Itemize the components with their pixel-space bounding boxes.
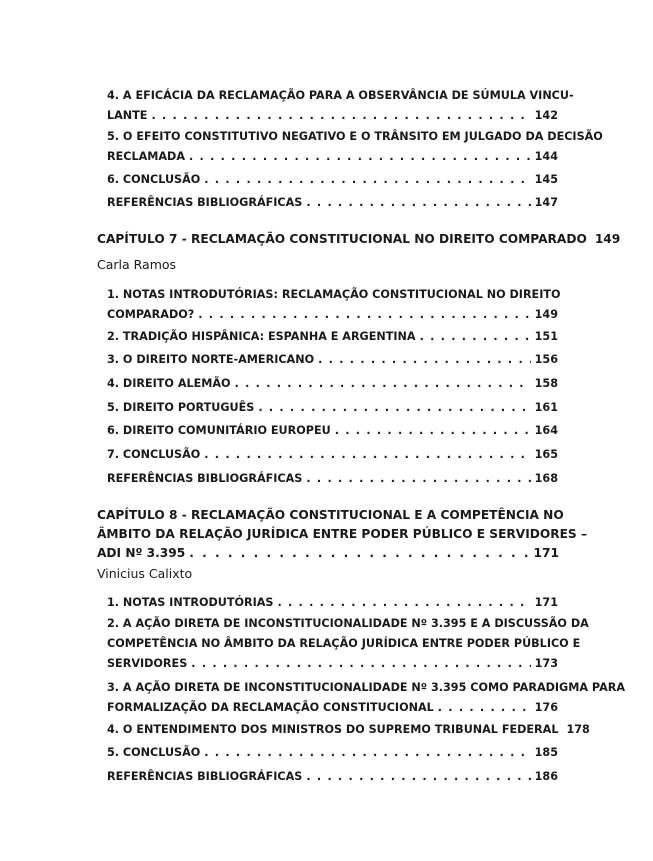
- toc-entry-text: 4. O ENTENDIMENTO DOS MINISTROS DO SUPREMO TRIBUNAL FEDERAL: [107, 723, 559, 736]
- toc-entry-text: 7. CONCLUSÃO: [107, 448, 201, 461]
- page-number: 151: [534, 330, 558, 343]
- page-number: 142: [534, 109, 558, 122]
- chapter-8-author: Vinicius Calixto: [97, 566, 193, 581]
- toc-entry-text: SERVIDORES: [107, 657, 188, 670]
- toc-entry-line: COMPETÊNCIA NO ÂMBITO DA RELAÇÃO JURÍDICA ENTRE PODER PÚBLICO E: [107, 637, 581, 650]
- toc-entry-text: 6. DIREITO COMUNITÁRIO EUROPEU: [107, 424, 331, 437]
- chapter-8-heading: [97, 506, 588, 563]
- toc-entry-5-efeito: [107, 127, 603, 167]
- toc-entry-c7-2: [107, 327, 558, 347]
- page-number: 147: [534, 196, 558, 209]
- chapter-title-line: CAPÍTULO 8 - RECLAMAÇÃO CONSTITUCIONAL E A COMPETÊNCIA NO: [97, 508, 564, 522]
- page-number: 164: [534, 424, 558, 437]
- page-number: 149: [534, 308, 558, 321]
- chapter-title-line: ÂMBITO DA RELAÇÃO JURÍDICA ENTRE PODER PÚBLICO E SERVIDORES –: [97, 527, 588, 541]
- page-number: 165: [534, 448, 558, 461]
- toc-entry-text: REFERÊNCIAS BIBLIOGRÁFICAS: [107, 196, 303, 209]
- chapter-title: ADI Nº 3.395: [97, 546, 186, 560]
- page-number: 168: [534, 472, 558, 485]
- toc-entry-text: COMPARADO?: [107, 308, 195, 321]
- toc-entry-text: 4. DIREITO ALEMÃO: [107, 377, 231, 390]
- toc-entry-c8-1: [107, 593, 558, 613]
- page-number: 156: [534, 353, 558, 366]
- toc-entry-line: 1. NOTAS INTRODUTÓRIAS: RECLAMAÇÃO CONSTITUCIONAL NO DIREITO: [107, 288, 561, 301]
- toc-entry-c7-6: [107, 421, 558, 441]
- chapter-7-heading: [97, 230, 621, 249]
- chapter-7-author: Carla Ramos: [97, 257, 177, 272]
- toc-entry-text: 1. NOTAS INTRODUTÓRIAS: [107, 596, 274, 609]
- toc-entry-c8-referencias: [107, 767, 558, 787]
- toc-entry-text: LANTE: [107, 109, 148, 122]
- chapter-title: CAPÍTULO 7 - RECLAMAÇÃO CONSTITUCIONAL NO DIREITO COMPARADO: [97, 232, 587, 246]
- page-number: 149: [594, 232, 621, 246]
- toc-entry-text: FORMALIZAÇÃO DA RECLAMAÇÃO CONSTITUCIONAL: [107, 701, 434, 714]
- toc-entry-c8-2: [107, 614, 589, 674]
- page-number: 176: [534, 701, 558, 714]
- toc-entry-c7-referencias: [107, 469, 558, 489]
- toc-entry-referencias: [107, 193, 558, 213]
- toc-entry-c7-4: [107, 374, 558, 394]
- page-number: 186: [534, 770, 558, 783]
- page-number: 144: [534, 150, 558, 163]
- toc-entry-c7-3: [107, 350, 558, 370]
- page-number: 161: [534, 401, 558, 414]
- page-number: 158: [534, 377, 558, 390]
- toc-entry-text: 5. CONCLUSÃO: [107, 746, 201, 759]
- page-number: 171: [533, 546, 559, 560]
- toc-entry-text: RECLAMADA: [107, 150, 185, 163]
- page-number: 173: [534, 657, 558, 670]
- toc-entry-c7-7: [107, 445, 558, 465]
- toc-entry-text: 6. CONCLUSÃO: [107, 173, 201, 186]
- toc-entry-c7-5: [107, 398, 558, 418]
- toc-entry-6-conclusao: [107, 170, 558, 190]
- page-number: 178: [566, 723, 590, 736]
- page-number: 185: [534, 746, 558, 759]
- toc-entry-line: 5. O EFEITO CONSTITUTIVO NEGATIVO E O TRÂNSITO EM JULGADO DA DECISÃO: [107, 130, 603, 143]
- toc-entry-text: 5. DIREITO PORTUGUÊS: [107, 401, 255, 414]
- toc-entry-text: 3. O DIREITO NORTE-AMERICANO: [107, 353, 315, 366]
- toc-entry-line: 2. A AÇÃO DIRETA DE INCONSTITUCIONALIDADE Nº 3.395 E A DISCUSSÃO DA: [107, 617, 589, 630]
- toc-entry-line: 4. A EFICÁCIA DA RECLAMAÇÃO PARA A OBSERVÂNCIA DE SÚMULA VINCU-: [107, 89, 574, 102]
- toc-entry-4-eficacia: [107, 86, 574, 126]
- toc-entry-text: REFERÊNCIAS BIBLIOGRÁFICAS: [107, 472, 303, 485]
- toc-entry-c8-4: [107, 720, 590, 740]
- toc-entry-c8-5: [107, 743, 558, 763]
- toc-entry-text: REFERÊNCIAS BIBLIOGRÁFICAS: [107, 770, 303, 783]
- toc-entry-c8-3: [107, 678, 626, 718]
- toc-entry-text: 2. TRADIÇÃO HISPÂNICA: ESPANHA E ARGENTINA: [107, 330, 416, 343]
- toc-entry-line: 3. A AÇÃO DIRETA DE INCONSTITUCIONALIDADE Nº 3.395 COMO PARADIGMA PARA: [107, 681, 626, 694]
- page-number: 145: [534, 173, 558, 186]
- page-number: 171: [534, 596, 558, 609]
- toc-entry-c7-1: [107, 285, 561, 325]
